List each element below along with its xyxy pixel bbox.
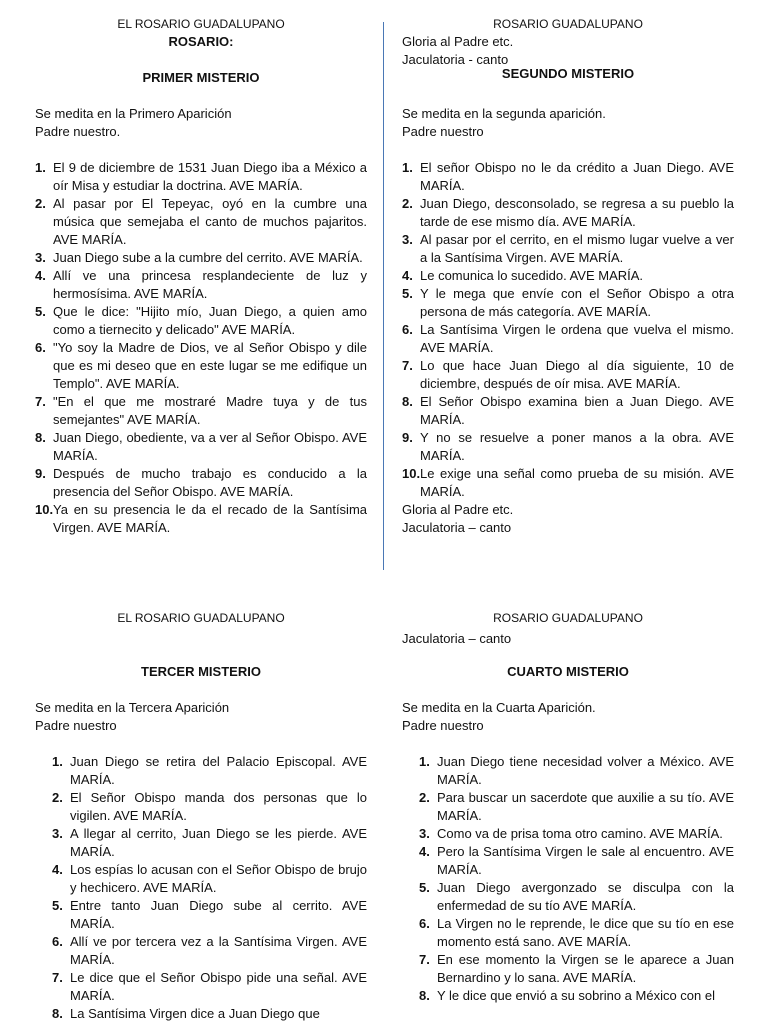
list-item: 4. Pero la Santísima Virgen le sale al encuentro. AVE MARÍA.: [419, 844, 734, 877]
page-header: ROSARIO GUADALUPANO: [493, 611, 643, 625]
gloria-text: Gloria al Padre etc.: [402, 34, 514, 49]
intro-text: Se medita en la Cuarta Aparición.: [402, 700, 596, 715]
list-item: 6. La Virgen no le reprende, le dice que su tío en ese momento está sano. AVE MARÍA.: [419, 916, 734, 949]
panel-cuarto-misterio: [402, 609, 734, 1005]
list-item: 1. El 9 de diciembre de 1531 Juan Diego iba a México a oír Misa y estudiar la doctrina. AVE MARÍA.: [35, 160, 367, 193]
list-item: 5. Juan Diego avergonzado se disculpa con la enfermedad de su tío AVE MARÍA.: [419, 880, 734, 913]
list-item: 7. Lo que hace Juan Diego al día siguiente, 10 de diciembre, después de oír misa. AVE MARÍA.: [402, 358, 734, 391]
list-item: 10. Le exige una señal como prueba de su misión. AVE MARÍA.: [402, 466, 734, 499]
page-header: EL ROSARIO GUADALUPANO: [117, 17, 285, 31]
prayer-text: Padre nuestro.: [35, 124, 121, 139]
mystery-title: CUARTO MISTERIO: [507, 664, 629, 679]
list-item: 5. Y le mega que envíe con el Señor Obispo a otra persona de más categoría. AVE MARÍA.: [402, 286, 734, 319]
list-item: 2. Para buscar un sacerdote que auxilie a su tío. AVE MARÍA.: [419, 790, 734, 823]
list-item: 1. Juan Diego tiene necesidad volver a México. AVE MARÍA.: [419, 754, 734, 787]
prayer-text: Padre nuestro: [402, 124, 484, 139]
list-item: 2. El Señor Obispo manda dos personas que lo vigilen. AVE MARÍA.: [52, 790, 367, 823]
list-item: 8. El Señor Obispo examina bien a Juan Diego. AVE MARÍA.: [402, 394, 734, 427]
intro-text: Se medita en la Primero Aparición: [35, 106, 232, 121]
mystery-title: SEGUNDO MISTERIO: [501, 66, 635, 81]
list-item: 8. Y le dice que envió a su sobrino a México con el: [419, 988, 715, 1003]
prayer-text: Padre nuestro: [35, 718, 117, 733]
list-item: 4. Allí ve una princesa resplandeciente de luz y hermosísima. AVE MARÍA.: [35, 268, 367, 301]
jaculatoria-text: Jaculatoria – canto: [402, 520, 512, 535]
list-item: 7. Le dice que el Señor Obispo pide una señal. AVE MARÍA.: [52, 970, 367, 1003]
page-header: ROSARIO GUADALUPANO: [493, 17, 643, 31]
gloria-text: Gloria al Padre etc.: [402, 502, 514, 517]
list-item: 3. Como va de prisa toma otro camino. AVE MARÍA.: [419, 826, 723, 841]
rosario-heading: ROSARIO:: [168, 34, 234, 49]
list-item: 4. Los espías lo acusan con el Señor Obispo de brujo y hechicero. AVE MARÍA.: [52, 862, 367, 895]
intro-text: Se medita en la Tercera Aparición: [35, 700, 230, 715]
panel-primer-misterio: [35, 15, 367, 537]
list-item: 2. Juan Diego, desconsolado, se regresa a su pueblo la tarde de ese mismo día. AVE MARÍA.: [402, 196, 734, 229]
list-item: 10. Ya en su presencia le da el recado de la Santísima Virgen. AVE MARÍA.: [35, 502, 367, 535]
list-item: 6. Allí ve por tercera vez a la Santísima Virgen. AVE MARÍA.: [52, 934, 367, 967]
mystery-title: TERCER MISTERIO: [141, 664, 261, 679]
prayer-text: Padre nuestro: [402, 718, 484, 733]
mystery-list: [35, 159, 367, 537]
page-header: EL ROSARIO GUADALUPANO: [117, 611, 285, 625]
list-item: 6. "Yo soy la Madre de Dios, ve al Señor Obispo y dile que es mi deseo que en este lugar se me edifique un Templo". AVE MARÍA.: [35, 340, 367, 391]
list-item: 6. La Santísima Virgen le ordena que vuelva el mismo. AVE MARÍA.: [402, 322, 734, 355]
list-item: 3. Juan Diego sube a la cumbre del cerrito. AVE MARÍA.: [35, 250, 363, 265]
list-item: 5. Entre tanto Juan Diego sube al cerrito. AVE MARÍA.: [52, 898, 367, 931]
intro-text: Se medita en la segunda aparición.: [402, 106, 606, 121]
mystery-list: [402, 159, 734, 501]
jaculatoria-text: Jaculatoria – canto: [402, 631, 512, 646]
list-item: 8. La Santísima Virgen dice a Juan Diego que: [52, 1006, 320, 1021]
mystery-list: [35, 753, 367, 1023]
column-divider: [383, 22, 384, 570]
list-item: 5. Que le dice: "Hijito mío, Juan Diego, a quien amo como a tiernecito y delicado" AVE MARÍA.: [35, 304, 367, 337]
list-item: 8. Juan Diego, obediente, va a ver al Señor Obispo. AVE MARÍA.: [35, 430, 367, 463]
list-item: 3. Al pasar por el cerrito, en el mismo lugar vuelve a ver a la Santísima Virgen. AVE MARÍA.: [402, 232, 734, 265]
list-item: 4. Le comunica lo sucedido. AVE MARÍA.: [402, 268, 644, 283]
mystery-title: PRIMER MISTERIO: [142, 70, 260, 85]
list-item: 1. Juan Diego se retira del Palacio Episcopal. AVE MARÍA.: [52, 754, 367, 787]
list-item: 7. "En el que me mostraré Madre tuya y de tus semejantes" AVE MARÍA.: [35, 394, 367, 427]
list-item: 2. Al pasar por El Tepeyac, oyó en la cumbre una música que semejaba el canto de muchos pajaritos. AVE MARÍA.: [35, 196, 367, 247]
list-item: 7. En ese momento la Virgen se le aparece a Juan Bernardino y lo sana. AVE MARÍA.: [419, 952, 734, 985]
list-item: 1. El señor Obispo no le da crédito a Juan Diego. AVE MARÍA.: [402, 160, 734, 193]
jaculatoria-text: Jaculatoria - canto: [402, 52, 509, 67]
list-item: 3. A llegar al cerrito, Juan Diego se les pierde. AVE MARÍA.: [52, 826, 367, 859]
panel-tercer-misterio: [35, 609, 367, 1023]
panel-segundo-misterio: [402, 15, 734, 537]
list-item: 9. Después de mucho trabajo es conducido a la presencia del Señor Obispo. AVE MARÍA.: [35, 466, 367, 499]
mystery-list: [402, 753, 734, 1005]
list-item: 9. Y no se resuelve a poner manos a la obra. AVE MARÍA.: [402, 430, 734, 463]
